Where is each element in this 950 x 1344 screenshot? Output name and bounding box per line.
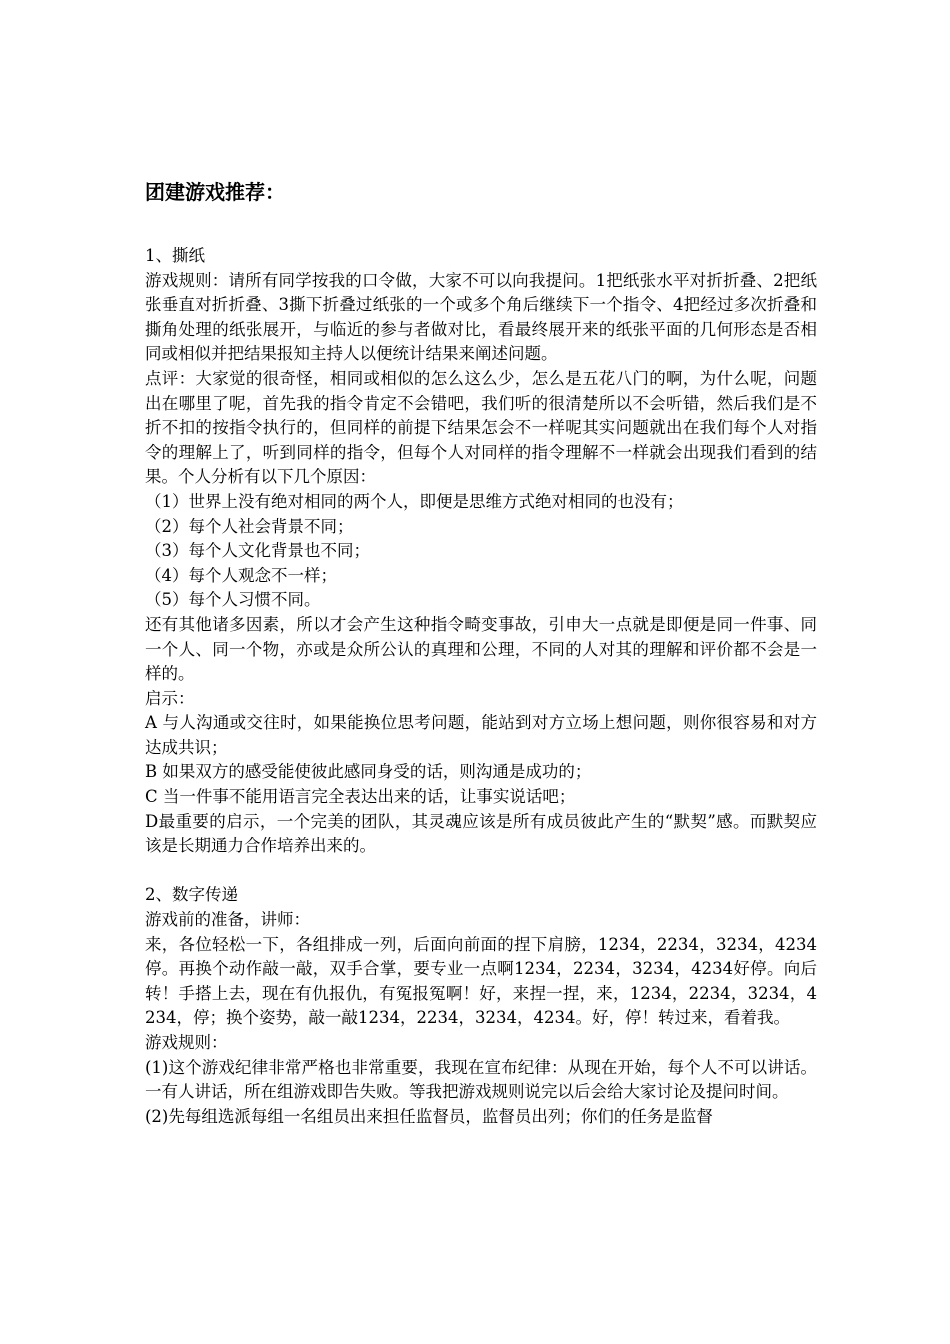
section2-heading: 2、数字传递	[145, 885, 238, 905]
reason-item: （5）每个人习惯不同。	[145, 590, 321, 610]
section1-rules: 游戏规则：请所有同学按我的口令做，大家不可以向我提问。1把纸张水平对折折叠、2把纸张垂直对折折叠、3撕下折叠过纸张的一个或多个角后继续下一个指令、4把经过多次折叠和撕角处理的纸张展开，与临近的参与者做对比，看最终展开来的纸张平面的几何形态是否相同或相似并把结果报知主持人以便统计结果来阐述问题。	[145, 270, 817, 364]
section1-heading: 1、撕纸	[145, 246, 205, 265]
rule-item: (2)先每组选派每组一名组员出来担任监督员，监督员出列；你们的任务是监督	[145, 1106, 713, 1126]
section2-prep-text: 来，各位轻松一下，各组排成一列，后面向前面的捏下肩膀，1234，2234，3234，4234停。再换个动作敲一敲，双手合掌，要专业一点啊1234，2234，3234，4234好停。向后转！手搭上去，现在有仇报仇，有冤报冤啊！好，来捏一捏，来，1234，2234，3234，4234，停；换个姿势，敲一敲1234，2234，3234，4234。好，停！转过来，看着我。	[145, 934, 817, 1028]
reason-item: （4）每个人观念不一样；	[145, 565, 337, 585]
section2-rules-label: 游戏规则：	[145, 1033, 228, 1052]
reason-item: （3）每个人文化背景也不同；	[145, 541, 370, 561]
rule-item: (1)这个游戏纪律非常严格也非常重要，我现在宣布纪律：从现在开始，每个人不可以讲话。一有人讲话，所在组游戏即告失败。等我把游戏规则说完以后会给大家讨论及提问时间。	[145, 1057, 817, 1102]
document-title: 团建游戏推荐：	[145, 180, 285, 204]
insight-item: D最重要的启示，一个完美的团队，其灵魂应该是所有成员彼此产生的“默契”感。而默契应该是长期通力合作培养出来的。	[145, 811, 817, 856]
section1-conclusion: 还有其他诸多因素，所以才会产生这种指令畸变事故，引申大一点就是即便是同一件事、同一个人、同一个物，亦或是众所公认的真理和公理，不同的人对其的理解和评价都不会是一样的。	[145, 614, 817, 684]
section2-prep-label: 游戏前的准备，讲师：	[145, 910, 310, 930]
reason-item: （2）每个人社会背景不同；	[145, 516, 354, 536]
insight-label: 启示：	[145, 688, 195, 708]
document-page	[145, 178, 817, 1129]
insight-item: C 当一件事不能用语言完全表达出来的话，让事实说话吧；	[145, 787, 576, 807]
section-spacer	[145, 859, 817, 884]
section1-comment: 点评：大家觉的很奇怪，相同或相似的怎么这么少，怎么是五花八门的啊，为什么呢，问题出在哪里了呢，首先我的指令肯定不会错吧，我们听的很清楚所以不会听错，然后我们是不折不扣的按指令执行的，但同样的前提下结果怎会不一样呢其实问题就出在我们每个人对指令的理解上了，听到同样的指令，但每个人对同样的指令理解不一样就会出现我们看到的结果。个人分析有以下几个原因：	[145, 368, 817, 487]
insight-item: A 与人沟通或交往时，如果能换位思考问题，能站到对方立场上想问题，则你很容易和对方达成共识；	[145, 713, 817, 757]
reason-item: （1）世界上没有绝对相同的两个人，即便是思维方式绝对相同的也没有；	[145, 491, 684, 511]
insight-item: B 如果双方的感受能使彼此感同身受的话，则沟通是成功的；	[145, 762, 592, 782]
